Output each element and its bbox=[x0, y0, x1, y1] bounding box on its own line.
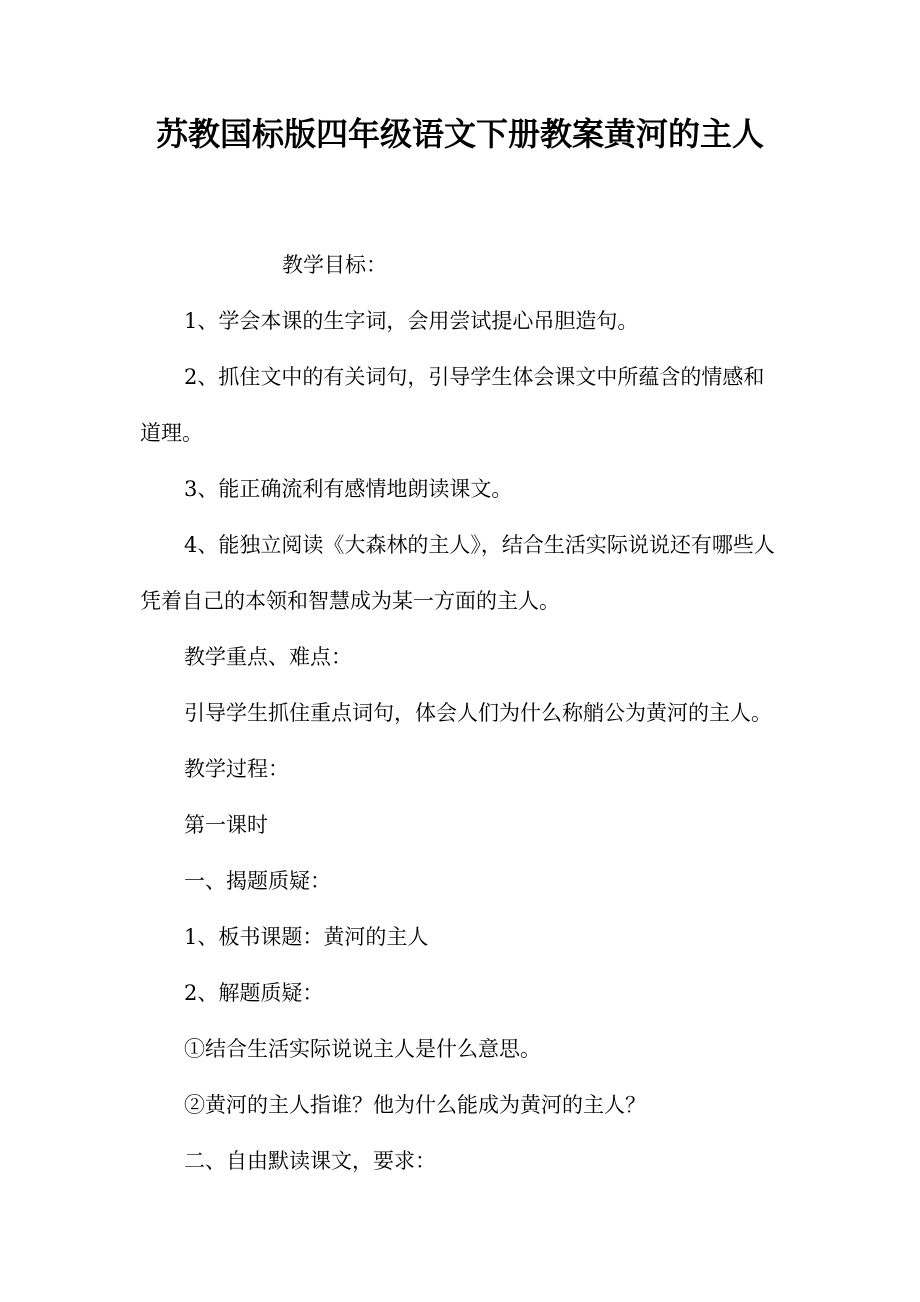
objective-3: 3、能正确流利有感情地朗读课文。 bbox=[184, 477, 513, 501]
objective-1: 1、学会本课的生字词，会用尝试提心吊胆造句。 bbox=[184, 309, 639, 333]
question-2: ②黄河的主人指谁？他为什么能成为黄河的主人？ bbox=[184, 1093, 646, 1117]
objective-2: 2、抓住文中的有关词句，引导学生体会课文中所蕴含的情感和道理。 bbox=[140, 365, 765, 445]
document-title: 苏教国标版四年级语文下册教案黄河的主人 bbox=[155, 115, 764, 153]
objectives-heading: 教学目标： bbox=[282, 253, 387, 277]
process-heading: 教学过程： bbox=[184, 757, 289, 781]
question-1: ①结合生活实际说说主人是什么意思。 bbox=[184, 1037, 541, 1061]
key-points-text: 引导学生抓住重点词句，体会人们为什么称艄公为黄河的主人。 bbox=[184, 701, 772, 725]
key-points-heading: 教学重点、难点： bbox=[184, 645, 352, 669]
objective-4: 4、能独立阅读《大森林的主人》，结合生活实际说说还有哪些人凭着自己的本领和智慧成为某一方面的主人。 bbox=[140, 533, 775, 613]
step-1-item-2: 2、解题质疑： bbox=[184, 981, 324, 1005]
step-2-heading: 二、自由默读课文，要求： bbox=[184, 1149, 436, 1173]
step-1-heading: 一、揭题质疑： bbox=[184, 869, 331, 893]
step-1-item-1: 1、板书课题：黄河的主人 bbox=[184, 925, 429, 949]
lesson-heading: 第一课时 bbox=[184, 813, 268, 837]
